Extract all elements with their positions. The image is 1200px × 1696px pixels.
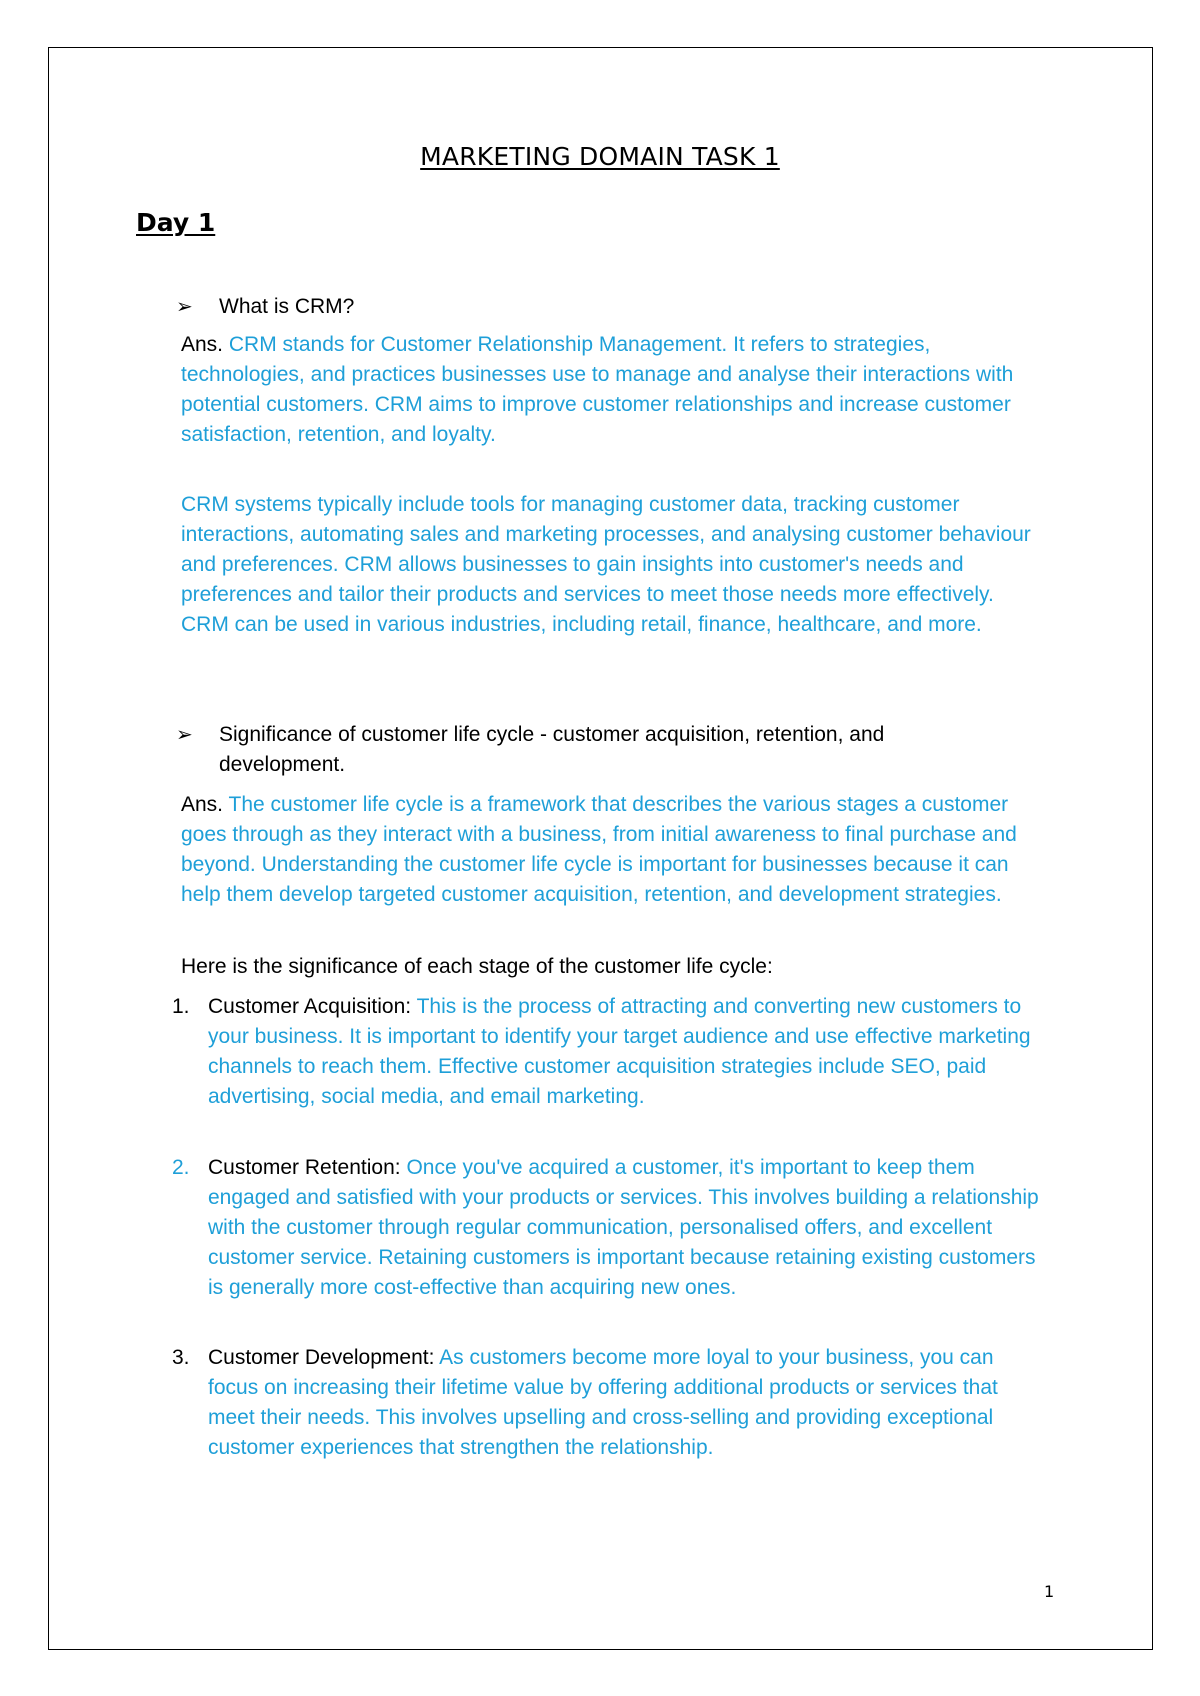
- answer-1-label: Ans.: [181, 333, 224, 356]
- list-item-text: Once you've acquired a customer, it's important to keep them engaged and satisfied with your products or services. This involves building a relationship with the customer through regular communication, personalised offers, and excellent customer service. Retaining customers is important because retaining existing customers is generally more cost-effective than acquiring new ones.: [208, 1156, 1039, 1299]
- answer-1-paragraph-2: CRM systems typically include tools for managing customer data, tracking customer interactions, automating sales and marketing processes, and analysing customer behaviour and preferences. CRM allows businesses to gain insights into customer's needs and preferences and tailor their products and services to meet those needs more effectively. CRM can be used in various industries, including retail, finance, healthcare, and more.: [181, 493, 1031, 636]
- list-item-label: Customer Retention:: [208, 1156, 401, 1179]
- day-heading: Day 1: [136, 208, 216, 237]
- list-item-text: As customers become more loyal to your business, you can focus on increasing their lifetime value by offering additional products or services that meet their needs. This involves upselling and cross-selling and providing exceptional customer experiences that strengthen the relationship.: [208, 1346, 998, 1459]
- answer-2-paragraph-1: [181, 790, 1031, 910]
- answer-1-paragraph-1: [181, 330, 1031, 450]
- question-1: [176, 292, 1006, 322]
- answer-2-text: The customer life cycle is a framework that describes the various stages a customer goes through as they interact with a business, from initial awareness to final purchase and beyond. Understanding the customer life cycle is important for businesses because it can help them develop targeted customer acquisition, retention, and development strategies.: [181, 793, 1017, 906]
- question-2-text: Significance of customer life cycle - customer acquisition, retention, and development.: [219, 723, 885, 776]
- list-number: 2.: [172, 1156, 190, 1179]
- list-item-label: Customer Development:: [208, 1346, 435, 1369]
- list-item-development: [172, 1343, 1042, 1463]
- question-2: [176, 720, 1011, 780]
- arrow-bullet-icon: ➢: [176, 296, 193, 318]
- answer-2-label: Ans.: [181, 793, 224, 816]
- list-number: 3.: [172, 1346, 190, 1369]
- list-item-retention: [172, 1153, 1042, 1303]
- list-item-label: Customer Acquisition:: [208, 995, 412, 1018]
- answer-1-text: CRM stands for Customer Relationship Management. It refers to strategies, technologies, and practices businesses use to manage and analyse their interactions with potential customers. CRM aims to improve customer relationships and increase customer satisfaction, retention, and loyalty.: [181, 333, 1014, 446]
- list-item-acquisition: [172, 992, 1042, 1112]
- page-number: 1: [1044, 1582, 1055, 1601]
- arrow-bullet-icon: ➢: [176, 724, 193, 746]
- list-number: 1.: [172, 995, 190, 1018]
- document-title: MARKETING DOMAIN TASK 1: [420, 142, 780, 171]
- life-cycle-intro: Here is the significance of each stage of the customer life cycle:: [181, 955, 773, 978]
- question-1-text: What is CRM?: [219, 295, 355, 318]
- list-item-text: This is the process of attracting and converting new customers to your business. It is important to identify your target audience and use effective marketing channels to reach them. Effective customer acquisition strategies include SEO, paid advertising, social media, and email marketing.: [208, 995, 1031, 1108]
